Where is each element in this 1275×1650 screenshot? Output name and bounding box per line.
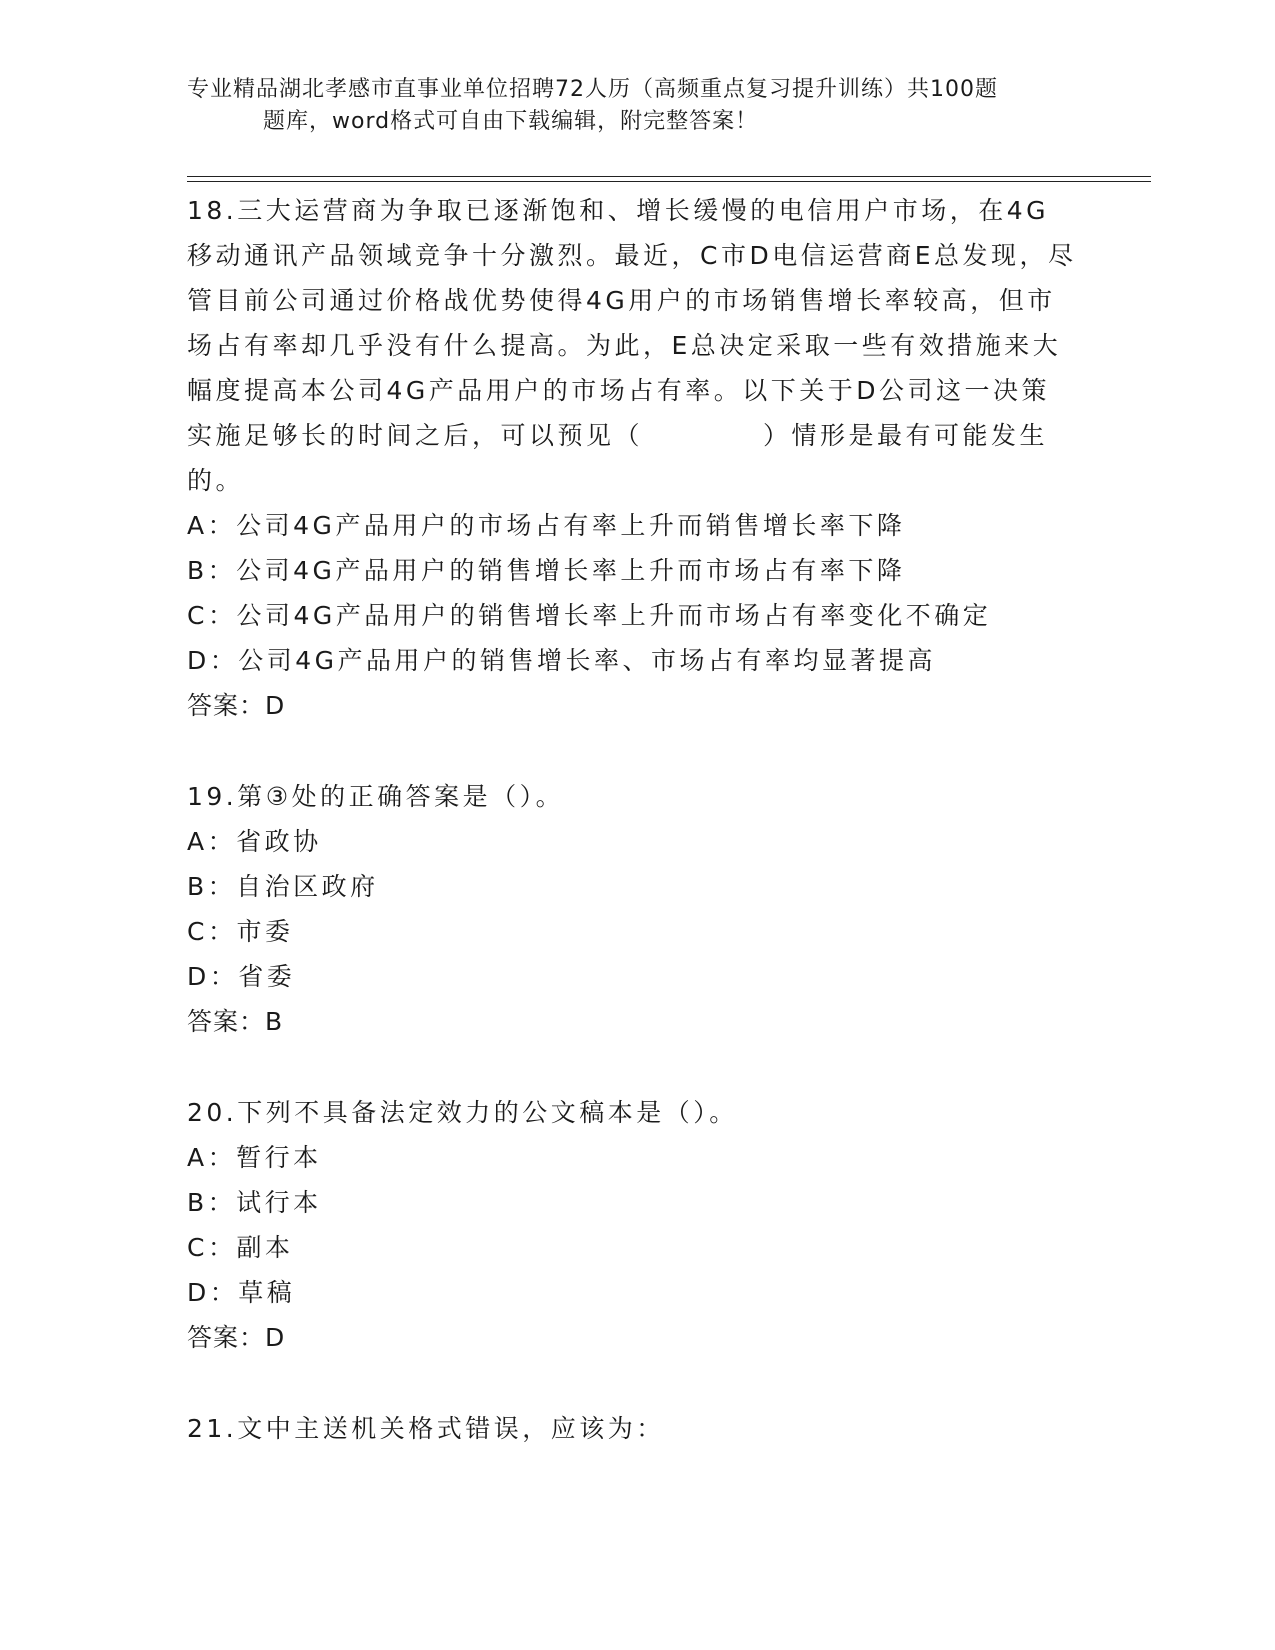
header-title-line2: 题库，word格式可自由下载编辑，附完整答案！: [263, 109, 759, 134]
question-list: [187, 188, 1077, 1451]
question-19: [187, 774, 1077, 1044]
question-21: [187, 1406, 1077, 1451]
question-stem-text: 18.三大运营商为争取已逐渐饱和、增长缓慢的电信用户市场，在4G移动通讯产品领域竞争十分激烈。最近，C市D电信运营商E总发现，尽管目前公司通过价格战优势使得4G用户的市场销售增长率较高，但市场占有率却几乎没有什么提高。为此，E总决定采取一些有效措施来大幅度提高本公司4G产品用户的市场占有率。以下关于D公司这一决策实施足够长的时间之后，可以预见（: [187, 196, 1077, 450]
header-title-line1: 专业精品湖北孝感市直事业单位招聘72人历（高频重点复习提升训练）共100题: [187, 77, 998, 102]
option-a: A：公司4G产品用户的市场占有率上升而销售增长率下降: [187, 511, 906, 540]
header-divider-top: [187, 176, 1151, 177]
option-a: A：暂行本: [187, 1143, 322, 1172]
question-stem: 20.下列不具备法定效力的公文稿本是（）。: [187, 1098, 738, 1127]
option-b: B：试行本: [187, 1188, 322, 1217]
option-b: B：自治区政府: [187, 872, 379, 901]
header-divider-bottom: [187, 181, 1151, 182]
option-c: C：公司4G产品用户的销售增长率上升而市场占有率变化不确定: [187, 601, 992, 630]
option-d: D：省委: [187, 962, 296, 991]
answer-line: 答案：D: [187, 691, 286, 720]
question-stem: [187, 188, 1077, 503]
answer-line: 答案：D: [187, 1323, 286, 1352]
question-stem: 19.第③处的正确答案是（）。: [187, 782, 565, 811]
question-18: [187, 188, 1077, 728]
option-b: B：公司4G产品用户的销售增长率上升而市场占有率下降: [187, 556, 906, 585]
document-header: [187, 74, 1067, 138]
option-d: D：公司4G产品用户的销售增长率、市场占有率均显著提高: [187, 646, 937, 675]
option-c: C：副本: [187, 1233, 294, 1262]
question-20: [187, 1090, 1077, 1360]
question-stem-text-end: ）情形是最有可能发生的。: [187, 421, 1049, 495]
option-a: A：省政协: [187, 827, 322, 856]
option-d: D：草稿: [187, 1278, 296, 1307]
option-c: C：市委: [187, 917, 294, 946]
question-stem: 21.文中主送机关格式错误，应该为：: [187, 1414, 665, 1443]
answer-line: 答案：B: [187, 1007, 284, 1036]
